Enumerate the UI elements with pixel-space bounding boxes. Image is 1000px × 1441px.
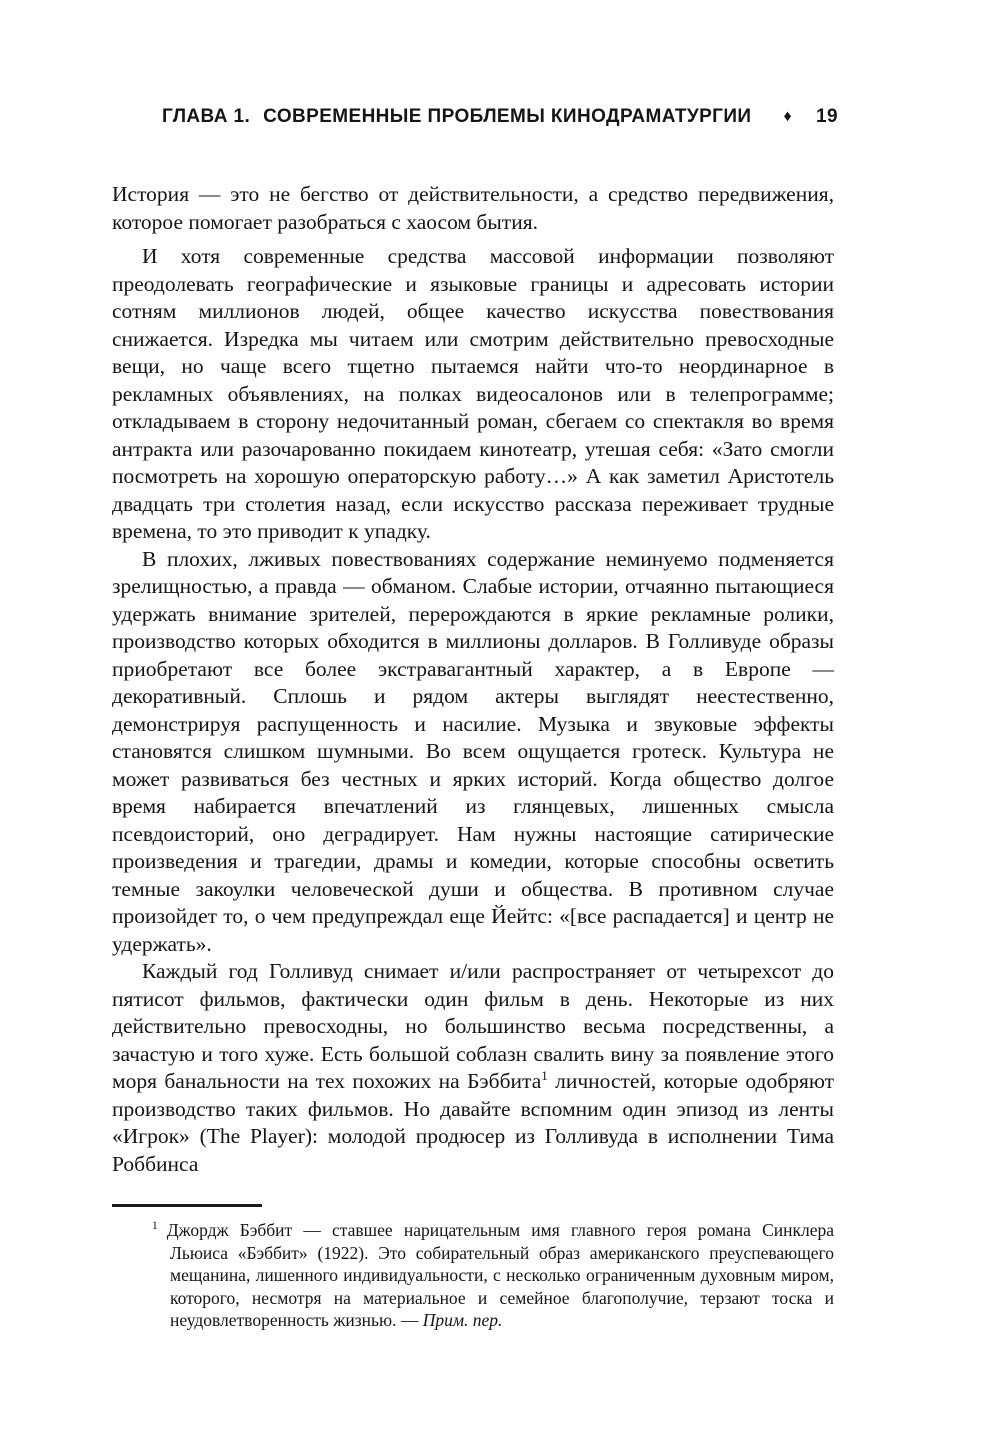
footnote-translator-note: Прим. пер.	[422, 1310, 503, 1330]
diamond-icon: ♦	[783, 108, 793, 125]
footnote-marker: 1	[152, 1220, 158, 1233]
footnote-area	[112, 1204, 834, 1332]
paragraph-2: И хотя современные средства массовой информации позволяют преодолевать географические и языковые границы и адресовать истории сотням миллионов людей, общее качество искусства повествования снижается. Изредка мы читаем или смотрим действительно превосходные вещи, но чаще всего тщетно пытаемся найти что-то неординарное в рекламных объявлениях, на полках видеосалонов или в телепрограмме; откладываем в сторону недочитанный роман, сбегаем со спектакля во время антракта или разочарованно покидаем кинотеатр, утешая себя: «Зато смогли посмотреть на хорошую операторскую работу…» А как заметил Аристотель двадцать три столетия назад, если искусство рассказа переживает трудные времена, то это приводит к упадку.	[112, 244, 834, 543]
footnote-reference: 1	[541, 1067, 548, 1083]
paragraph-4	[112, 958, 834, 1178]
footnote-text: Джордж Бэббит — ставшее нарицательным имя главного героя романа Синклера Льюиса «Бэббит» (1922). Это собирательный образ американского преуспевающего мещанина, лишенного индивидуальности, с несколько ограниченным духовным миром, которого, несмотря на материальное и семейное благополучие, терзают тоска и неудовлетворенность жизнью. —	[166, 1220, 834, 1330]
text-column	[112, 181, 834, 1332]
page-header	[0, 106, 1000, 128]
paragraph-opening: История — это не бегство от действительности, а средство передвижения, которое помогает разобраться с хаосом бытия.	[112, 182, 834, 234]
footnote	[112, 1219, 834, 1332]
paragraph-4-text-before-note: Каждый год Голливуд снимает и/или распространяет от четырехсот до пятисот фильмов, фактически один фильм в день. Некоторые из них действительно превосходны, но большинство весьма посредственны, а зачастую и того хуже. Есть большой соблазн свалить вину за появление этого моря банальности на тех похожих на Бэббита	[112, 959, 834, 1093]
chapter-title: СОВРЕМЕННЫЕ ПРОБЛЕМЫ КИНОДРАМАТУРГИИ	[263, 106, 752, 127]
page-body	[112, 181, 834, 1178]
page-number: 19	[816, 106, 838, 127]
paragraph-3: В плохих, лживых повествованиях содержание неминуемо подменяется зрелищностью, а правда — обманом. Слабые истории, отчаянно пытающиеся удержать внимание зрителей, перерождаются в яркие рекламные ролики, производство которых обходится в миллионы долларов. В Голливуде образы приобретают все более экстравагантный характер, а в Европе — декоративный. Сплошь и рядом актеры выглядят неестественно, демонстрируя распущенность и насилие. Музыка и звуковые эффекты становятся слишком шумными. Во всем ощущается гротеск. Культура не может развиваться без честных и ярких историй. Когда общество долгое время набирается впечатлений из глянцевых, лишенных смысла псевдоисторий, оно деградирует. Нам нужны настоящие сатирические произведения и трагедии, драмы и комедии, которые способны осветить темные закоулки человеческой души и общества. В противном случае произойдет то, о чем предупреждал еще Йейтс: «[все распадается] и центр не удержать».	[112, 546, 834, 956]
paragraph-4-text-after-note: личностей, которые одобряют производство таких фильмов. Но давайте вспомним один эпизод из ленты «Игрок» (The Player): молодой продюсер из Голливуда в исполнении Тима Роббинса	[112, 1069, 835, 1176]
footnote-divider	[112, 1204, 262, 1207]
chapter-label: ГЛАВА 1.	[162, 106, 251, 127]
